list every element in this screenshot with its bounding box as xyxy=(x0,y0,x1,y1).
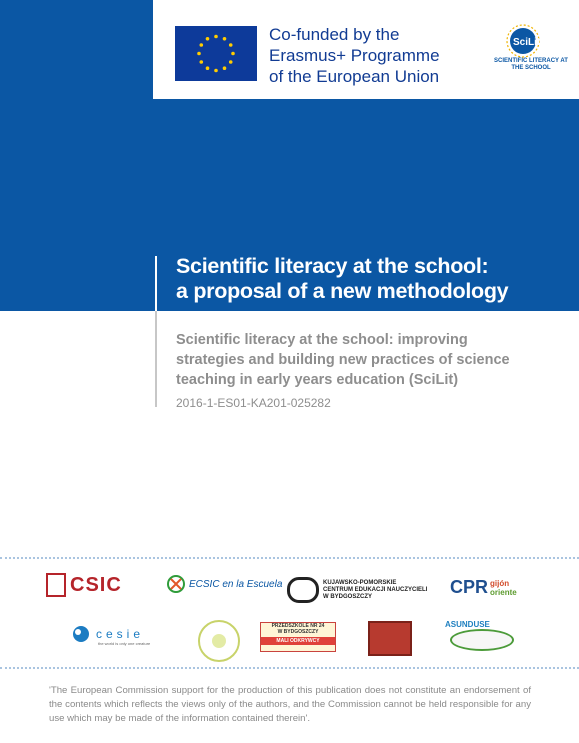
escuela-mark-icon xyxy=(167,575,185,593)
csic-logo-text: CSIC xyxy=(70,573,122,596)
scilit-logo xyxy=(499,24,559,84)
eu-cofunded-text xyxy=(269,24,489,87)
cen-logo xyxy=(287,577,427,603)
cesie-logo-subtext: the world is only one creature xyxy=(98,641,151,646)
cpr-oriente: oriente xyxy=(490,587,517,597)
przedszkole-line-2: W BYDGOSZCZY xyxy=(277,629,319,635)
scilit-logo-text: SciLit xyxy=(513,37,541,48)
eu-star xyxy=(206,66,210,70)
cen-line-3: W BYDGOSZCZY xyxy=(323,593,372,600)
project-code: 2016-1-ES01-KA201-025282 xyxy=(176,396,331,410)
cpr-side-text xyxy=(490,579,517,597)
kindergarten-circle-logo xyxy=(198,620,240,662)
eu-disclaimer: 'The European Commission support for the production of this publication does not constitute an endorsement of the contents which reflects the views only of the authors, and the Commission cannot be held responsible for any use which may be made of the information contained therein'. xyxy=(49,685,531,724)
eu-star xyxy=(223,66,227,70)
main-title-line-2: a proposal of a new methodology xyxy=(176,279,509,303)
eu-text-line-2: Erasmus+ Programme xyxy=(269,46,440,65)
eu-star xyxy=(229,43,233,47)
escuela-logo xyxy=(167,575,282,593)
csic-logo xyxy=(46,573,122,597)
title-rule-lower xyxy=(155,311,157,407)
asunduse-logo-text: ASUNDUSE xyxy=(445,620,490,629)
eu-star xyxy=(214,35,218,39)
eu-star xyxy=(199,60,203,64)
cen-line-1: KUJAWSKO-POMORSKIE xyxy=(323,579,397,586)
escuela-logo-text: ECSIC en la Escuela xyxy=(189,578,283,590)
cesie-logo-text: cesie xyxy=(96,627,145,641)
przedszkole-band: MALI ODKRYWCY xyxy=(261,637,335,645)
cpr-logo-text: CPR xyxy=(450,577,489,597)
eu-flag-icon xyxy=(175,26,257,81)
eu-star xyxy=(199,43,203,47)
main-title-line-1: Scientific literacy at the school: xyxy=(176,254,489,278)
eu-stars-svg xyxy=(175,26,257,81)
asunduse-logo xyxy=(445,620,490,629)
csic-mark-icon xyxy=(46,573,66,597)
subtitle: Scientific literacy at the school: improving strategies and building new practices of science teaching in early years education (SciLit) xyxy=(176,332,510,388)
eu-star xyxy=(229,60,233,64)
eu-star xyxy=(197,52,201,56)
przedszkole-box xyxy=(260,622,336,652)
bottom-dotted-divider xyxy=(0,667,579,669)
cpr-gijon: gijón xyxy=(490,578,510,588)
przedszkole-line-1: PRZEDSZKOLE NR 24 xyxy=(271,623,325,629)
cpr-logo xyxy=(450,577,517,598)
eu-star xyxy=(223,37,227,41)
cen-mark-icon xyxy=(287,577,319,603)
eu-text-line-1: Co-funded by the xyxy=(269,25,400,44)
eu-star xyxy=(231,52,235,56)
scilit-logo-subtext: SCIENTIFIC LITERACY AT THE SCHOOL xyxy=(494,58,568,71)
cesie-mark-icon xyxy=(70,625,92,643)
przedszkole-logo xyxy=(260,622,336,652)
eu-star xyxy=(206,37,210,41)
main-title xyxy=(176,254,566,304)
eu-text-line-3: of the European Union xyxy=(269,67,440,86)
cen-logo-text xyxy=(323,580,427,601)
asunduse-ring xyxy=(450,629,514,651)
school-building-logo xyxy=(368,621,412,656)
cen-line-2: CENTRUM EDUKACJI NAUCZYCIELI xyxy=(323,586,428,593)
top-dotted-divider xyxy=(0,557,579,559)
header-box xyxy=(153,0,579,99)
eu-star xyxy=(214,69,218,73)
